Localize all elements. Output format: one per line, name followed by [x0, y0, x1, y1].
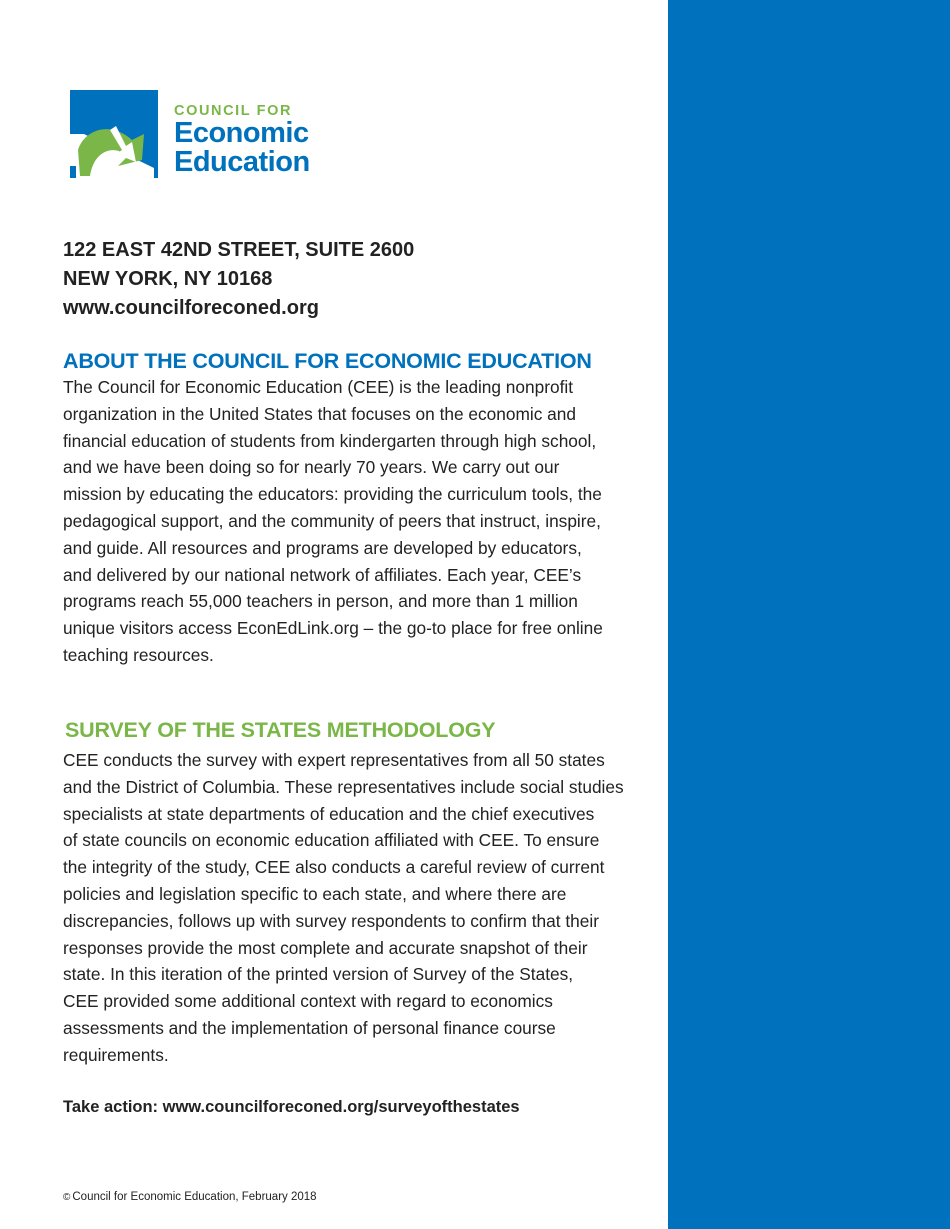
about-line: and delivered by our national network of affiliates. Each year, CEE’s: [63, 564, 582, 585]
survey-line: assessments and the implementation of personal finance course: [63, 1017, 556, 1038]
copyright-icon: ©: [63, 1192, 71, 1203]
address-block: [63, 236, 414, 323]
address-street: 122 EAST 42ND STREET, SUITE 2600: [63, 239, 415, 261]
survey-line: and the District of Columbia. These representatives include social studies: [63, 776, 624, 797]
about-line: financial education of students from kindergarten through high school,: [63, 430, 597, 451]
about-line: mission by educating the educators: providing the curriculum tools, the: [63, 484, 602, 505]
about-paragraph: [63, 374, 623, 669]
footer-text: Council for Economic Education, February 2018: [72, 1191, 317, 1203]
survey-line: CEE conducts the survey with expert representatives from all 50 states: [63, 750, 605, 770]
about-line: unique visitors access EconEdLink.org – the go-to place for free online: [63, 618, 603, 639]
blue-side-panel: [668, 0, 950, 1229]
logo-line-economic: Economic: [174, 116, 309, 149]
about-heading: ABOUT THE COUNCIL FOR ECONOMIC EDUCATION: [63, 349, 592, 373]
address-city: NEW YORK, NY 10168: [63, 268, 273, 290]
about-line: programs reach 55,000 teachers in person, and more than 1 million: [63, 591, 578, 612]
cee-logo: [70, 90, 310, 180]
about-line: and we have been doing so for nearly 70 years. We carry out our: [63, 457, 560, 478]
cee-logo-mark-icon: [70, 90, 160, 178]
logo-line-education: Education: [174, 145, 310, 178]
survey-line: of state councils on economic education affiliated with CEE. To ensure: [63, 830, 600, 851]
address-website[interactable]: www.councilforeconed.org: [63, 297, 319, 319]
survey-line: requirements.: [63, 1044, 169, 1065]
survey-heading: SURVEY OF THE STATES METHODOLOGY: [65, 718, 496, 742]
survey-line: discrepancies, follows up with survey respondents to confirm that their: [63, 910, 599, 931]
survey-line: CEE provided some additional context with regard to economics: [63, 991, 553, 1012]
survey-line: responses provide the most complete and accurate snapshot of their: [63, 937, 588, 958]
survey-line: policies and legislation specific to each state, and where there are: [63, 883, 567, 904]
footer-copyright: [63, 1191, 317, 1203]
about-line: The Council for Economic Education (CEE) is the leading nonprofit: [63, 377, 574, 397]
about-line: pedagogical support, and the community of peers that instruct, inspire,: [63, 510, 601, 531]
take-action-link[interactable]: Take action: www.councilforeconed.org/surveyofthestates: [63, 1098, 520, 1116]
about-line: and guide. All resources and programs are developed by educators,: [63, 537, 582, 558]
survey-line: the integrity of the study, CEE also conducts a careful review of current: [63, 857, 605, 878]
about-line: teaching resources.: [63, 644, 214, 665]
survey-paragraph: [63, 747, 623, 1069]
survey-line: state. In this iteration of the printed version of Survey of the States,: [63, 964, 574, 985]
about-line: organization in the United States that focuses on the economic and: [63, 403, 577, 424]
survey-line: specialists at state departments of education and the chief executives: [63, 803, 595, 824]
logo-line-council-for: COUNCIL FOR: [174, 103, 293, 119]
